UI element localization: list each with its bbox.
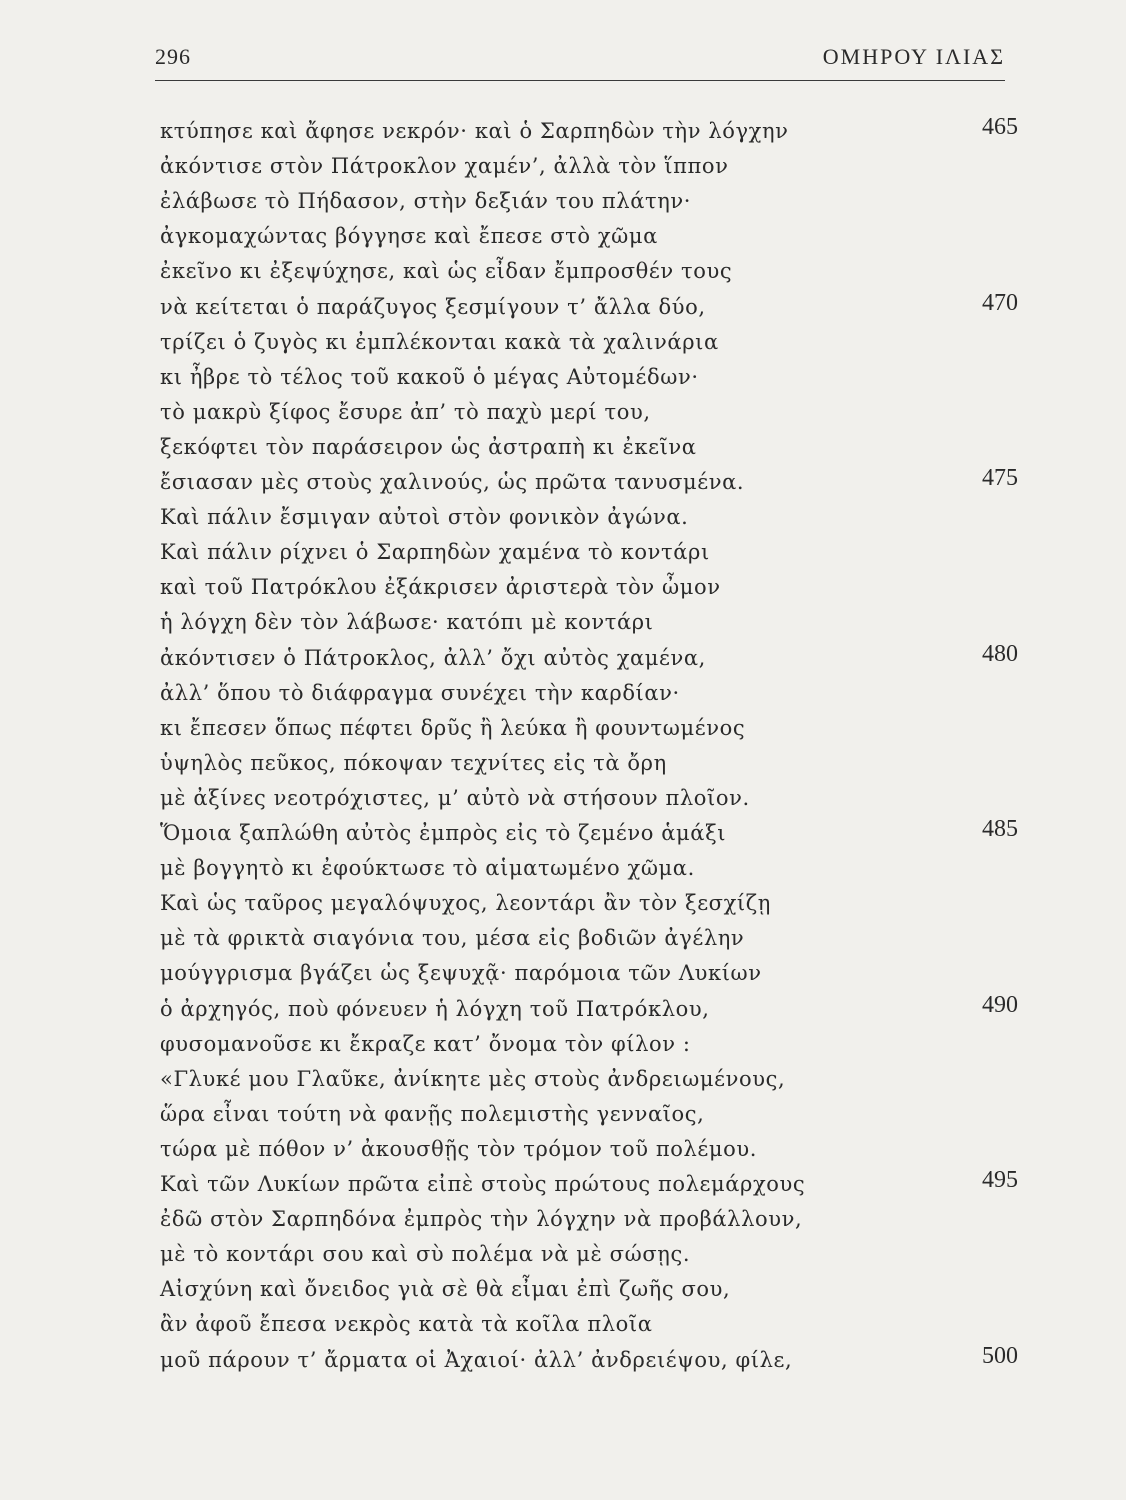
verse-line: τὸ μακρὺ ξίφος ἔσυρε ἀπ’ τὸ παχὺ μερί του, (160, 400, 651, 424)
verse-line: νὰ κείτεται ὁ παράζυγος ξεσμίγουν τ’ ἄλλα δύο, (160, 295, 706, 319)
verse-line: ἀκόντισε στὸν Πάτροκλον χαμέν’, ἀλλὰ τὸν ἵππον (160, 154, 729, 178)
verse-line: Καὶ πάλιν ἔσμιγαν αὐτοὶ στὸν φονικὸν ἀγώνα. (160, 505, 689, 529)
verse-line: «Γλυκέ μου Γλαῦκε, ἀνίκητε μὲς στοὺς ἀνδρειωμένους, (160, 1067, 786, 1091)
verse-line: ἡ λόγχη δὲν τὸν λάβωσε· κατόπι μὲ κοντάρι (160, 610, 654, 634)
verse-line: Καὶ τῶν Λυκίων πρῶτα εἰπὲ στοὺς πρώτους πολεμάρχους (160, 1172, 806, 1196)
verse-line: ὥρα εἶναι τούτη νὰ φανῇς πολεμιστὴς γενναῖος, (160, 1102, 705, 1126)
verse-line: ἐλάβωσε τὸ Πήδασον, στὴν δεξιάν του πλάτην· (160, 189, 692, 213)
verse-line: ὑψηλὸς πεῦκος, πόκοψαν τεχνίτες εἰς τὰ ὄρη (160, 751, 667, 775)
verse-line: μὲ τὸ κοντάρι σου καὶ σὺ πολέμα νὰ μὲ σώσῃς. (160, 1242, 691, 1266)
verse-line: ἀκόντισεν ὁ Πάτροκλος, ἀλλ’ ὄχι αὐτὸς χαμένα, (160, 646, 706, 670)
verse-line: τώρα μὲ πόθον ν’ ἀκουσθῇς τὸν τρόμον τοῦ πολέμου. (160, 1137, 758, 1161)
verse-line: ἀγκομαχώντας βόγγησε καὶ ἔπεσε στὸ χῶμα (160, 224, 658, 248)
verse-line: ξεκόφτει τὸν παράσειρον ὡς ἀστραπὴ κι ἐκεῖνα (160, 435, 697, 459)
verse-line: Καὶ ὡς ταῦρος μεγαλόψυχος, λεοντάρι ἂν τὸν ξεσχίζῃ (160, 891, 771, 915)
verse-line: ἔσιασαν μὲς στοὺς χαλινούς, ὡς πρῶτα τανυσμένα. (160, 470, 745, 494)
verse-line: κτύπησε καὶ ἄφησε νεκρόν· καὶ ὁ Σαρπηδὼν τὴν λόγχην (160, 119, 789, 143)
verse-line: φυσομανοῦσε κι ἔκραζε κατ’ ὄνομα τὸν φίλον : (160, 1032, 691, 1056)
verse-line: Αἰσχύνη καὶ ὄνειδος γιὰ σὲ θὰ εἶμαι ἐπὶ ζωῆς σου, (160, 1277, 731, 1301)
verse-line: Ὅμοια ξαπλώθη αὐτὸς ἐμπρὸς εἰς τὸ ζεμένο ἁμάξι (160, 821, 727, 845)
line-number: 500 (982, 1343, 1018, 1369)
line-number: 485 (982, 816, 1018, 842)
line-number: 465 (982, 114, 1018, 140)
page-header (155, 42, 1005, 81)
verse-line: Καὶ πάλιν ρίχνει ὁ Σαρπηδὼν χαμένα τὸ κοντάρι (160, 540, 710, 564)
line-number: 490 (982, 992, 1018, 1018)
verse-line: ἂν ἀφοῦ ἔπεσα νεκρὸς κατὰ τὰ κοῖλα πλοῖα (160, 1312, 653, 1336)
verse-line: τρίζει ὁ ζυγὸς κι ἐμπλέκονται κακὰ τὰ χαλινάρια (160, 330, 719, 354)
verse-line: καὶ τοῦ Πατρόκλου ἐξάκρισεν ἀριστερὰ τὸν ὦμον (160, 575, 721, 599)
line-number: 480 (982, 641, 1018, 667)
verse-line: ὁ ἀρχηγός, ποὺ φόνευεν ἡ λόγχη τοῦ Πατρόκλου, (160, 997, 710, 1021)
verse-line: μοῦ πάρουν τ’ ἄρματα οἱ Ἀχαιοί· ἀλλ’ ἀνδρειέψου, φίλε, (160, 1348, 793, 1372)
running-title: ΟΜΗΡΟΥ ΙΛΙΑΣ (822, 44, 1005, 69)
line-number: 495 (982, 1167, 1018, 1193)
verse-line: ἐκεῖνο κι ἐξεψύχησε, καὶ ὡς εἶδαν ἔμπροσθέν τους (160, 259, 733, 283)
line-number: 475 (982, 465, 1018, 491)
page-number: 296 (155, 44, 191, 69)
line-number: 470 (982, 290, 1018, 316)
verse-line: κι ἔπεσεν ὅπως πέφτει δρῦς ἢ λεύκα ἢ φουντωμένος (160, 716, 746, 740)
verse-line: μὲ τὰ φρικτὰ σιαγόνια του, μέσα εἰς βοδιῶν ἀγέλην (160, 926, 745, 950)
verse-line: μούγγρισμα βγάζει ὡς ξεψυχᾷ· παρόμοια τῶν Λυκίων (160, 961, 762, 985)
verse-line: μὲ ἀξίνες νεοτρόχιστες, μ’ αὐτὸ νὰ στήσουν πλοῖον. (160, 786, 750, 810)
verse-line: ἐδῶ στὸν Σαρπηδόνα ἐμπρὸς τὴν λόγχην νὰ προβάλλουν, (160, 1207, 803, 1231)
verse-line: κι ἦβρε τὸ τέλος τοῦ κακοῦ ὁ μέγας Αὐτομέδων· (160, 365, 699, 389)
verse-line: ἀλλ’ ὅπου τὸ διάφραγμα συνέχει τὴν καρδίαν· (160, 681, 680, 705)
verse-line: μὲ βογγητὸ κι ἐφούκτωσε τὸ αἱματωμένο χῶμα. (160, 856, 695, 880)
